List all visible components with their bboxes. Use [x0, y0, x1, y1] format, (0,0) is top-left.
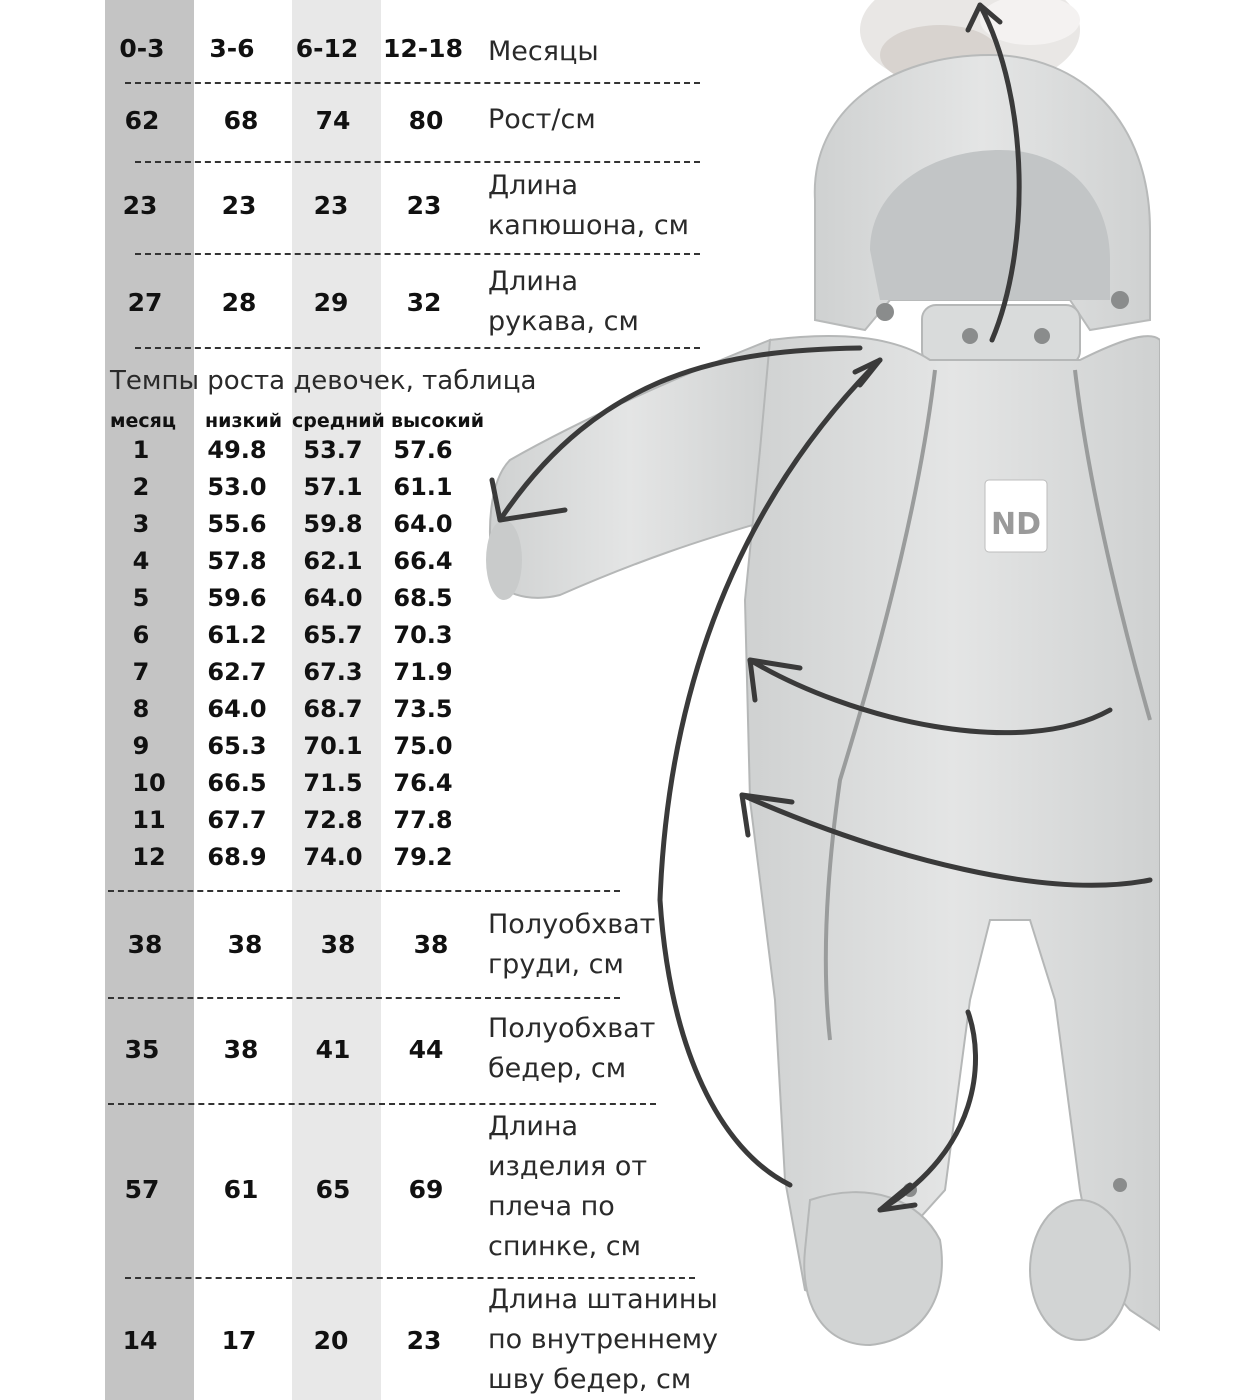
growth-month-cell: 8: [132, 695, 150, 723]
growth-value-cell: 62.7: [207, 658, 267, 686]
table-cell: 28: [221, 288, 257, 317]
row-label: Полуобхват груди, см: [488, 909, 656, 980]
growth-value-cell: 49.8: [207, 436, 267, 464]
growth-value-cell: 79.2: [393, 843, 453, 871]
growth-value-cell: 68.7: [303, 695, 363, 723]
table-cell: 68: [223, 106, 259, 135]
table-cell: 27: [127, 288, 163, 317]
suit-body: [745, 336, 1160, 1330]
growth-value-cell: 55.6: [207, 510, 267, 538]
growth-value-cell: 67.7: [207, 806, 267, 834]
table-cell: 35: [124, 1035, 160, 1064]
growth-value-cell: 66.5: [207, 769, 267, 797]
divider: [108, 1103, 656, 1105]
growth-value-cell: 57.6: [393, 436, 453, 464]
table-cell: 29: [313, 288, 349, 317]
growth-value-cell: 75.0: [393, 732, 453, 760]
growth-month-cell: 1: [132, 436, 150, 464]
table-cell: 23: [406, 191, 442, 220]
growth-table-title: Темпы роста девочек, таблица: [110, 366, 537, 396]
growth-value-cell: 70.3: [393, 621, 453, 649]
growth-value-cell: 64.0: [207, 695, 267, 723]
table-cell: 17: [221, 1326, 257, 1355]
growth-value-cell: 62.1: [303, 547, 363, 575]
growth-value-cell: 66.4: [393, 547, 453, 575]
size-0-3: 0-3: [119, 34, 165, 63]
table-cell: 65: [315, 1175, 351, 1204]
growth-month-cell: 11: [132, 806, 166, 834]
growth-value-cell: 77.8: [393, 806, 453, 834]
size-12-18: 12-18: [383, 34, 463, 63]
growth-month-cell: 2: [132, 473, 150, 501]
table-cell: 23: [406, 1326, 442, 1355]
growth-month-cell: 3: [132, 510, 150, 538]
growth-value-cell: 71.9: [393, 658, 453, 686]
table-cell: 32: [406, 288, 442, 317]
table-cell: 38: [413, 930, 449, 959]
sizes-label: Месяцы: [488, 36, 599, 67]
growth-value-cell: 74.0: [303, 843, 363, 871]
svg-text:ND: ND: [990, 507, 1042, 542]
row-label: Полуобхват бедер, см: [488, 1013, 656, 1084]
growth-value-cell: 68.9: [207, 843, 267, 871]
divider: [125, 82, 700, 84]
growth-value-cell: 72.8: [303, 806, 363, 834]
divider: [125, 1277, 695, 1279]
table-cell: 69: [408, 1175, 444, 1204]
growth-month-cell: 9: [132, 732, 150, 760]
growth-month-cell: 5: [132, 584, 150, 612]
table-cell: 44: [408, 1035, 444, 1064]
foot: [804, 1192, 942, 1345]
growth-month-cell: 12: [132, 843, 166, 871]
row-label: Длина капюшона, см: [488, 170, 690, 241]
table-cell: 62: [124, 106, 160, 135]
size-6-12: 6-12: [295, 34, 359, 63]
growth-value-cell: 65.3: [207, 732, 267, 760]
growth-value-cell: 64.0: [393, 510, 453, 538]
growth-value-cell: 71.5: [303, 769, 363, 797]
table-cell: 20: [313, 1326, 349, 1355]
growth-value-cell: 65.7: [303, 621, 363, 649]
growth-value-cell: 70.1: [303, 732, 363, 760]
growth-value-cell: 68.5: [393, 584, 453, 612]
row-label: Длина штанины по внутреннему шву бедер, см: [488, 1284, 719, 1395]
row-label: Длина изделия от плеча по спинке, см: [488, 1111, 648, 1262]
growth-header-low: низкий: [205, 410, 283, 432]
table-cell: 23: [313, 191, 349, 220]
divider: [108, 890, 620, 892]
growth-header-month: месяц: [110, 410, 176, 432]
growth-value-cell: 73.5: [393, 695, 453, 723]
table-cell: 80: [408, 106, 444, 135]
table-cell: 38: [227, 930, 263, 959]
divider: [135, 347, 700, 349]
table-cell: 23: [122, 191, 158, 220]
growth-value-cell: 53.0: [207, 473, 267, 501]
growth-month-cell: 6: [132, 621, 150, 649]
growth-month-cell: 4: [132, 547, 150, 575]
row-label: Рост/см: [488, 104, 596, 135]
growth-value-cell: 64.0: [303, 584, 363, 612]
divider: [135, 161, 700, 163]
divider: [108, 997, 620, 999]
growth-value-cell: 76.4: [393, 769, 453, 797]
growth-value-cell: 57.1: [303, 473, 363, 501]
growth-header-mid: средний: [292, 410, 385, 432]
table-cell: 41: [315, 1035, 351, 1064]
growth-value-cell: 61.1: [393, 473, 453, 501]
growth-month-cell: 10: [132, 769, 166, 797]
table-cell: 57: [124, 1175, 160, 1204]
table-cell: 38: [223, 1035, 259, 1064]
table-cell: 23: [221, 191, 257, 220]
growth-value-cell: 59.8: [303, 510, 363, 538]
growth-month-cell: 7: [132, 658, 150, 686]
growth-value-cell: 59.6: [207, 584, 267, 612]
growth-header-high: высокий: [391, 410, 485, 432]
growth-value-cell: 61.2: [207, 621, 267, 649]
table-cell: 61: [223, 1175, 259, 1204]
size-3-6: 3-6: [209, 34, 255, 63]
growth-value-cell: 53.7: [303, 436, 363, 464]
table-cell: 38: [320, 930, 356, 959]
table-cell: 38: [127, 930, 163, 959]
divider: [135, 253, 700, 255]
table-cell: 14: [122, 1326, 158, 1355]
growth-value-cell: 67.3: [303, 658, 363, 686]
row-label: Длина рукава, см: [488, 266, 639, 337]
table-cell: 74: [315, 106, 351, 135]
growth-value-cell: 57.8: [207, 547, 267, 575]
